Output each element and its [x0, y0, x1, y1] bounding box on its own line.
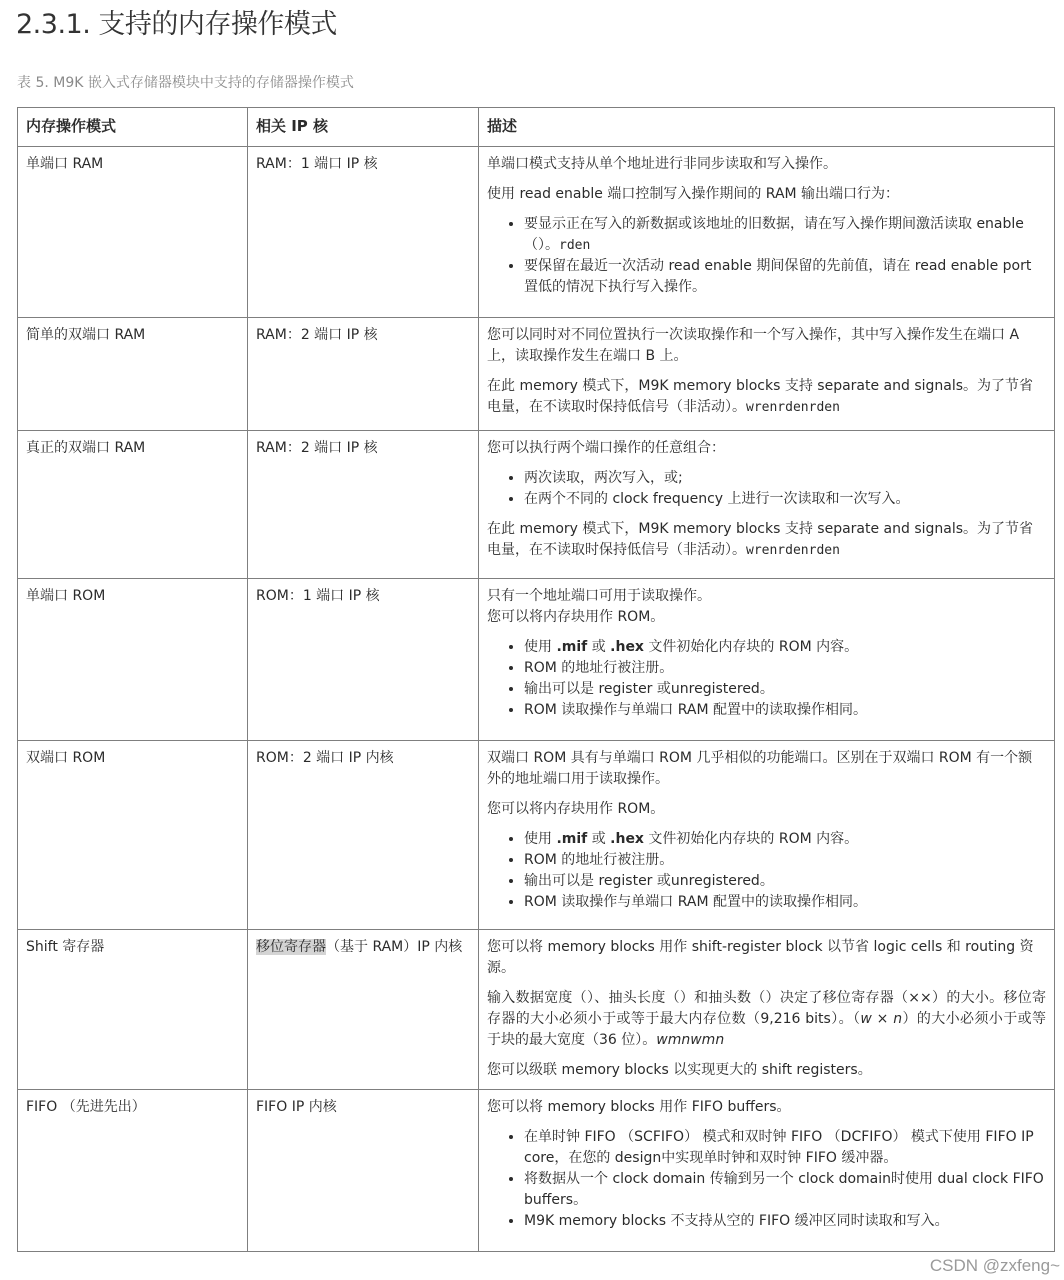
list-item: • ROM 读取操作与单端口 RAM 配置中的读取操作相同。: [524, 700, 1046, 721]
list-item: • ROM 的地址行被注册。: [524, 658, 1046, 679]
desc-paragraph: 您可以将 memory blocks 用作 FIFO buffers。: [487, 1099, 791, 1115]
list-item: [524, 256, 1046, 298]
code-text: wrenrdenrden: [746, 543, 840, 558]
code-text: wrenrdenrden: [746, 400, 840, 415]
list-item: • 输出可以是 register 或unregistered。: [524, 679, 1046, 700]
desc-paragraph: 您可以执行两个端口操作的任意组合：: [487, 440, 725, 456]
desc-paragraph: 在此 memory 模式下，M9K memory blocks 支持 separate and signals。为了节省电量，在不读取时保持低信号（非活动）。wrenrdenrden: [487, 521, 1034, 558]
list-item: • 将数据从一个 clock domain 传输到另一个 clock domain时使用 dual clock FIFO buffers。: [524, 1169, 1046, 1211]
list-item: • 在单时钟 FIFO （SCFIFO） 模式和双时钟 FIFO （DCFIFO） 模式下使用 FIFO IP core，在您的 design中实现单时钟和双时钟 FIFO 缓冲器。: [524, 1127, 1046, 1169]
list-item-text: 要显示正在写入的新数据或该地址的旧数据，请在写入操作期间激活读取 enable （）。: [524, 216, 1024, 253]
desc-list: [487, 214, 1046, 298]
mode-cell: 单端口 RAM: [18, 147, 248, 318]
ip-cell: FIFO IP 内核: [248, 1090, 479, 1252]
desc-cell: [479, 431, 1055, 579]
table-row: [18, 741, 1055, 930]
code-text: rden: [559, 238, 591, 253]
ip-cell: ROM：2 端口 IP 内核: [248, 741, 479, 930]
desc-paragraph: 在此 memory 模式下，M9K memory blocks 支持 separate and signals。为了节省电量，在不读取时保持低信号（非活动）。wrenrdenrden: [487, 378, 1034, 415]
table-row: [18, 579, 1055, 741]
mode-cell: 简单的双端口 RAM: [18, 318, 248, 431]
desc-paragraph: 使用 read enable 端口控制写入操作期间的 RAM 输出端口行为：: [487, 186, 900, 202]
desc-cell: [479, 318, 1055, 431]
list-item: • M9K memory blocks 不支持从空的 FIFO 缓冲区同时读取和写入。: [524, 1211, 1046, 1232]
desc-list: [487, 1127, 1046, 1232]
ip-cell: ROM：1 端口 IP 核: [248, 579, 479, 741]
table-row: [18, 147, 1055, 318]
header-desc: 描述: [479, 108, 1055, 147]
section-heading: 2.3.1. 支持的内存操作模式: [16, 9, 337, 40]
table-row: [18, 930, 1055, 1090]
list-item-text: 要保留在最近一次活动 read enable 期间保留的先前值，请在 read enable port 置低的情况下执行写入操作。: [524, 258, 1032, 295]
table-row: [18, 1090, 1055, 1252]
desc-paragraph: 单端口模式支持从单个地址进行非同步读取和写入操作。: [487, 156, 837, 172]
mode-cell: 单端口 ROM: [18, 579, 248, 741]
desc-paragraph: 您可以同时对不同位置执行一次读取操作和一个写入操作，其中写入操作发生在端口 A 上，读取操作发生在端口 B 上。: [487, 327, 1020, 364]
list-item: • 输出可以是 register 或unregistered。: [524, 871, 1046, 892]
table-row: [18, 318, 1055, 431]
mode-cell: FIFO （先进先出）: [18, 1090, 248, 1252]
table-caption: 表 5. M9K 嵌入式存储器模块中支持的存储器操作模式: [17, 75, 354, 91]
ip-cell: RAM：2 端口 IP 核: [248, 431, 479, 579]
desc-cell: [479, 579, 1055, 741]
desc-cell: [479, 741, 1055, 930]
desc-paragraph: 只有一个地址端口可用于读取操作。 您可以将内存块用作 ROM。: [487, 588, 711, 625]
desc-paragraph: 输入数据宽度（）、抽头长度（）和抽头数（）决定了移位寄存器（××）的大小。移位寄存器的大小必须小于或等于最大内存位数（9,216 bits）。（w × n）的大小必须小于或等于块的最大宽度（36 位）。wmnwmn: [487, 990, 1046, 1048]
list-item: • 使用 .mif 或 .hex 文件初始化内存块的 ROM 内容。: [524, 637, 1046, 658]
mode-cell: Shift 寄存器: [18, 930, 248, 1090]
desc-cell: [479, 1090, 1055, 1252]
mode-cell: 双端口 ROM: [18, 741, 248, 930]
desc-list: [487, 637, 1046, 721]
desc-list: [487, 468, 1046, 510]
header-mode: 内存操作模式: [18, 108, 248, 147]
table-header-row: [18, 108, 1055, 147]
desc-list: [487, 829, 1046, 913]
list-item: • ROM 读取操作与单端口 RAM 配置中的读取操作相同。: [524, 892, 1046, 913]
list-item: • 在两个不同的 clock frequency 上进行一次读取和一次写入。: [524, 489, 1046, 510]
mode-cell: 真正的双端口 RAM: [18, 431, 248, 579]
desc-paragraph: 双端口 ROM 具有与单端口 ROM 几乎相似的功能端口。区别在于双端口 ROM 有一个额外的地址端口用于读取操作。: [487, 750, 1033, 787]
list-item: [524, 214, 1046, 256]
italic-text: wmnwmn: [656, 1032, 725, 1048]
watermark: CSDN @zxfeng~: [929, 1256, 1060, 1275]
list-item: • 使用 .mif 或 .hex 文件初始化内存块的 ROM 内容。: [524, 829, 1046, 850]
highlighted-text: 移位寄存器: [256, 939, 326, 955]
ip-cell: RAM：2 端口 IP 核: [248, 318, 479, 431]
desc-cell: [479, 147, 1055, 318]
list-item: • ROM 的地址行被注册。: [524, 850, 1046, 871]
header-ip: 相关 IP 核: [248, 108, 479, 147]
desc-paragraph: 您可以将 memory blocks 用作 shift-register block 以节省 logic cells 和 routing 资源。: [487, 939, 1034, 976]
ip-cell: RAM：1 端口 IP 核: [248, 147, 479, 318]
desc-cell: [479, 930, 1055, 1090]
memory-modes-table: [17, 107, 1055, 1252]
list-item: • 两次读取，两次写入，或;: [524, 468, 1046, 489]
desc-paragraph: 您可以级联 memory blocks 以实现更大的 shift registers。: [487, 1062, 872, 1078]
table-row: [18, 431, 1055, 579]
ip-cell: 移位寄存器（基于 RAM）IP 内核: [248, 930, 479, 1090]
desc-paragraph: 您可以将内存块用作 ROM。: [487, 801, 665, 817]
